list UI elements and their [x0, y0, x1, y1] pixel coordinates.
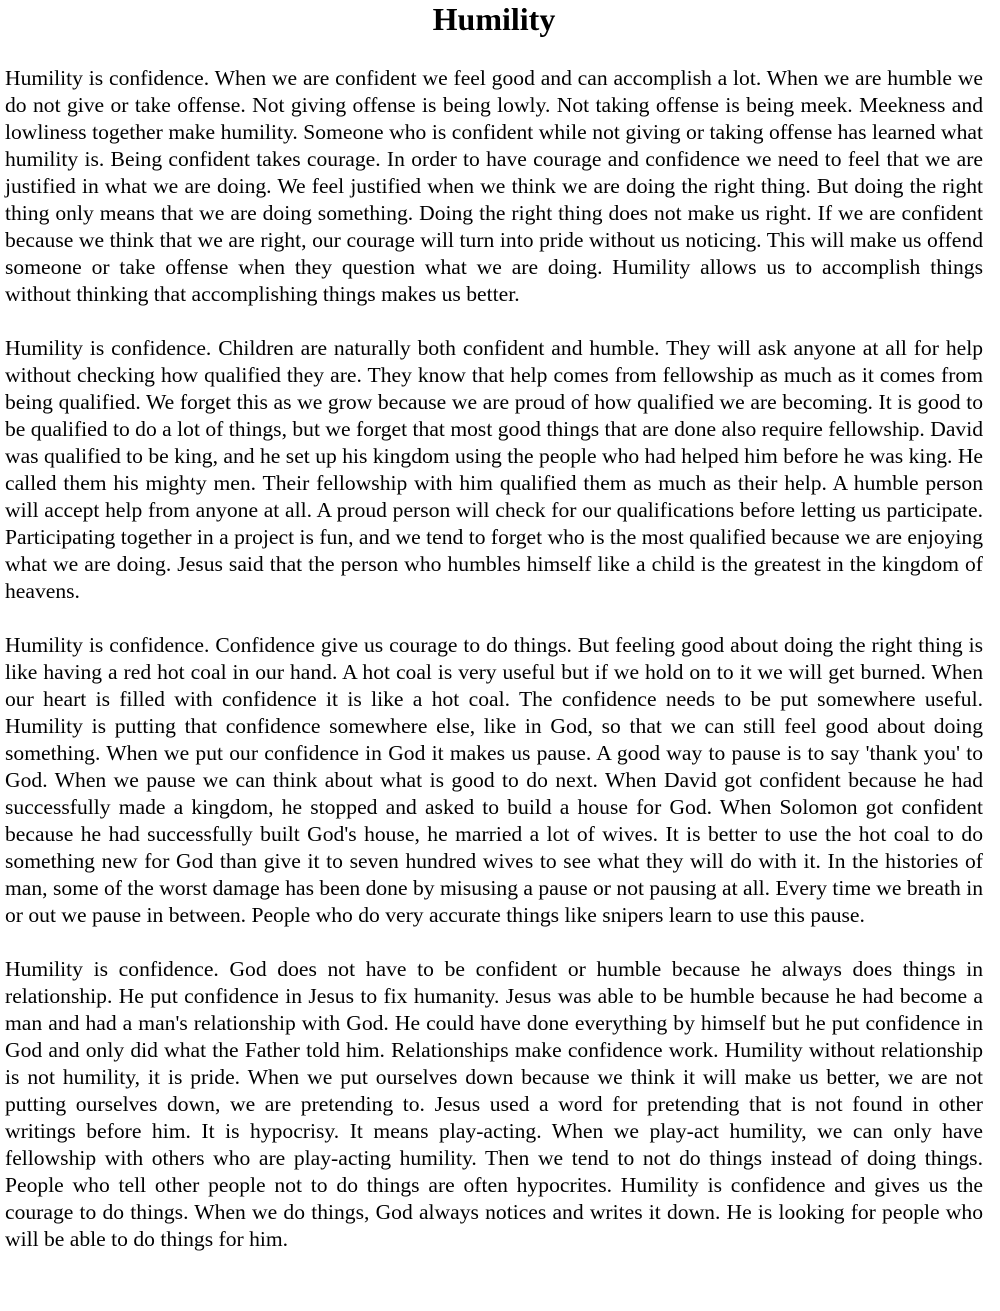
paragraph-4: Humility is confidence. God does not have to be confident or humble because he always does things in relationship. He put confidence in Jesus to fix humanity. Jesus was able to be humble because he had become a man and had a man's relationship with God. He could have done everything by himself but he put confidence in God and only did what the Father told him. Relationships make confidence work. Humility without relationship is not humility, it is pride. When we put ourselves down because we think it will make us better, we are not putting ourselves down, we are pretending to. Jesus used a word for pretending that is not found in other writings before him. It is hypocrisy. It means play-acting. When we play-act humility, we can only have fellowship with others who are play-acting humility. Then we tend to not do things instead of doing things. People who tell other people not to do things are often hypocrites. Humility is confidence and gives us the courage to do things. When we do things, God always notices and writes it down. He is looking for people who will be able to do things for him. — [5, 957, 983, 1251]
page-title: Humility — [432, 1, 556, 37]
title-spacer — [5, 40, 983, 65]
paragraph-3: Humility is confidence. Confidence give us courage to do things. But feeling good about doing the right thing is like having a red hot coal in our hand. A hot coal is very useful but if we hold on to it we will get burned. When our heart is filled with confidence it is like a hot coal. The confidence needs to be put somewhere useful. Humility is putting that confidence somewhere else, like in God, so that we can still feel good about doing something. When we put our confidence in God it makes us pause. A good way to pause is to say 'thank you' to God. When we pause we can think about what is good to do next. When David got confident because he had successfully made a kingdom, he stopped and asked to build a house for God. When Solomon got confident because he had successfully built God's house, he married a lot of wives. It is better to use the hot coal to do something new for God than give it to seven hundred wives to see what they will do with it. In the histories of man, some of the worst damage has been done by misusing a pause or not pausing at all. Every time we breath in or out we pause in between. People who do very accurate things like snipers learn to use this pause. — [5, 633, 983, 927]
paragraph-2: Humility is confidence. Children are naturally both confident and humble. They will ask anyone at all for help without checking how qualified they are. They know that help comes from fellowship as much as it comes from being qualified. We forget this as we grow because we are proud of how qualified we are becoming. It is good to be qualified to do a lot of things, but we forget that most good things that are done also require fellowship. David was qualified to be king, and he set up his kingdom using the people who had helped him before he was king. He called them his mighty men. Their fellowship with him qualified them as much as their help. A humble person will accept help from anyone at all. A proud person will check for our qualifications before letting us participate. Participating together in a project is fun, and we tend to forget who is the most qualified because we are enjoying what we are doing. Jesus said that the person who humbles himself like a child is the greatest in the kingdom of heavens. — [5, 336, 983, 603]
paragraph-1: Humility is confidence. When we are confident we feel good and can accomplish a lot. When we are humble we do not give or take offense. Not giving offense is being lowly. Not taking offense is being meek. Meekness and lowliness together make humility. Someone who is confident while not giving or taking offense has learned what humility is. Being confident takes courage. In order to have courage and confidence we need to feel that we are justified in what we are doing. We feel justified when we think we are doing the right thing. But doing the right thing only means that we are doing something. Doing the right thing does not make us right. If we are confident because we think that we are right, our courage will turn into pride without us noticing. This will make us offend someone or take offense when they question what we are doing. Humility allows us to accomplish things without thinking that accomplishing things makes us better. — [5, 66, 983, 306]
